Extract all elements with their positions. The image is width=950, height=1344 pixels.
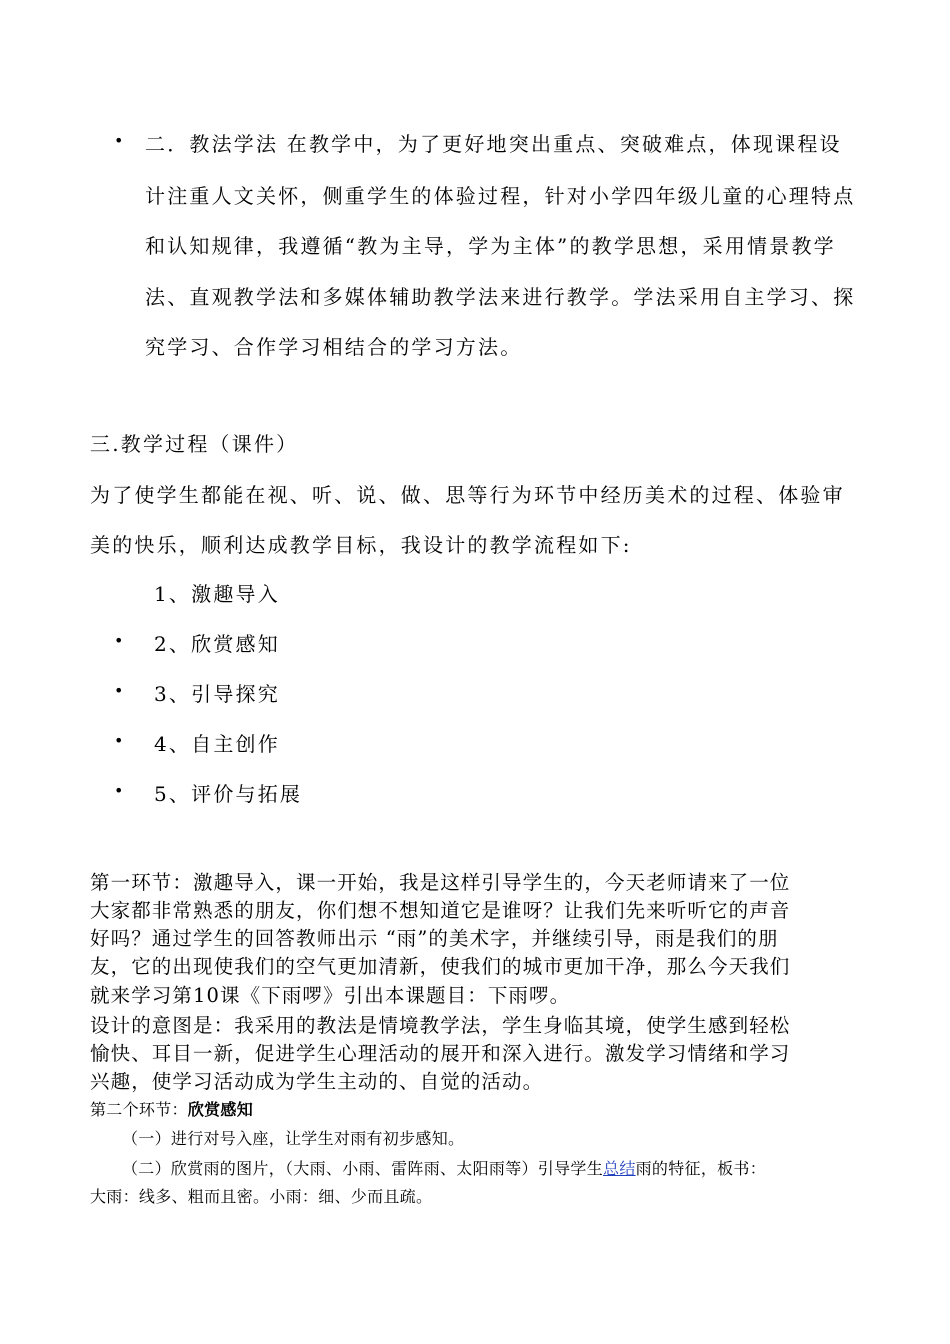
stage2-item-2-continuation: 大雨：线多、粗而且密。小雨：细、少而且疏。	[90, 1187, 433, 1206]
section2-line-4: 法、直观教学法和多媒体辅助教学法来进行教学。学法采用自主学习、探	[145, 285, 856, 309]
stage1-line-4: 友，它的出现使我们的空气更加清新，使我们的城市更加干净，那么今天我们	[90, 955, 791, 978]
bullet-marker: •	[114, 631, 124, 650]
step-4: 4、自主创作	[154, 732, 280, 756]
step-2: 2、欣赏感知	[154, 632, 280, 656]
stage2-item-2	[122, 1156, 766, 1179]
bullet-marker: •	[114, 781, 124, 800]
stage1-line-2: 大家都非常熟悉的朋友，你们想不想知道它是谁呀？让我们先来听听它的声音	[90, 899, 791, 922]
bullet-marker: •	[114, 681, 124, 700]
section2-line-3: 和认知规律，我遵循“教为主导，学为主体”的教学思想，采用情景教学	[145, 234, 836, 258]
stage2-title: 欣赏感知	[187, 1100, 254, 1119]
section2-line-1: 二．教法学法 在教学中，为了更好地突出重点、突破难点，体现课程设	[145, 132, 842, 156]
section2-line-2: 计注重人文关怀，侧重学生的体验过程，针对小学四年级儿童的心理特点	[145, 184, 856, 208]
section3-intro-line-2: 美的快乐，顺利达成教学目标，我设计的教学流程如下:	[90, 533, 632, 557]
summary-link[interactable]: 总结	[603, 1159, 636, 1178]
step-3: 3、引导探究	[154, 682, 280, 706]
stage1-intent-line-1: 设计的意图是：我采用的教法是情境教学法，学生身临其境，使学生感到轻松	[90, 1014, 791, 1037]
bullet-marker: •	[114, 131, 124, 150]
stage1-line-1: 第一环节：激趣导入，课一开始，我是这样引导学生的，今天老师请来了一位	[90, 871, 791, 894]
section3-intro-line-1: 为了使学生都能在视、听、说、做、思等行为环节中经历美术的过程、体验审	[90, 483, 845, 507]
step-5: 5、评价与拓展	[154, 782, 303, 806]
bullet-marker: •	[114, 731, 124, 750]
stage1-intent-line-2: 愉快、耳目一新，促进学生心理活动的展开和深入进行。激发学习情绪和学习	[90, 1042, 791, 1065]
stage1-line-3: 好吗？通过学生的回答教师出示 “雨”的美术字，并继续引导，雨是我们的朋	[90, 927, 779, 950]
stage2-item-2-text-end: 雨的特征，板书：	[635, 1159, 767, 1178]
stage1-intent-line-3: 兴趣，使学习活动成为学生主动的、自觉的活动。	[90, 1070, 544, 1093]
stage2-item-2-text: （二）欣赏雨的图片，（大雨、小雨、雷阵雨、太阳雨等）引导学生	[122, 1159, 604, 1178]
section3-heading: 三.教学过程（课件）	[90, 432, 299, 456]
step-1: 1、激趣导入	[154, 582, 280, 606]
stage2-label: 第二个环节：	[90, 1100, 188, 1119]
stage1-line-5: 就来学习第10课《下雨啰》引出本课题目：下雨啰。	[90, 984, 571, 1007]
stage2-item-1: （一）进行对号入座，让学生对雨有初步感知。	[122, 1129, 465, 1148]
section2-line-5: 究学习、合作学习相结合的学习方法。	[145, 335, 523, 359]
stage2-heading	[90, 1097, 253, 1120]
